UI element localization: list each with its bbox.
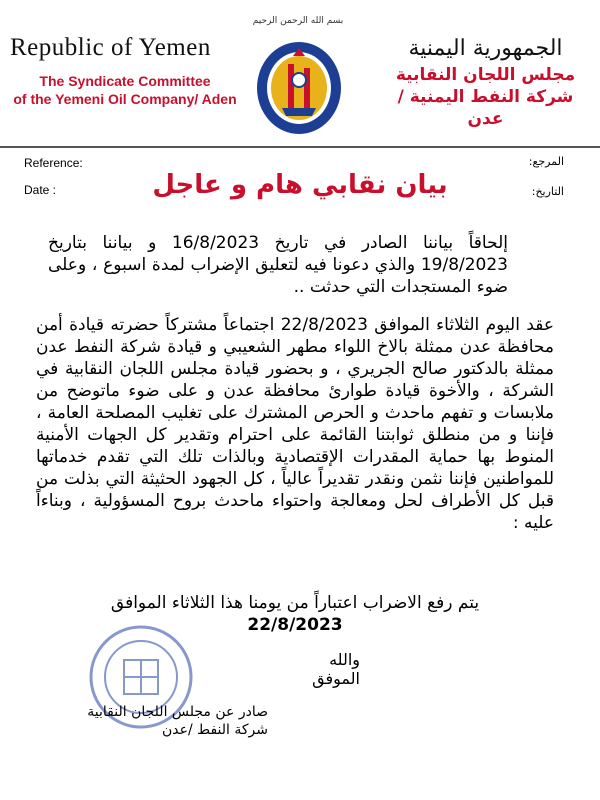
body-paragraph-3-date: 22/8/2023 [247,615,343,635]
header-syndicate-en-line1: The Syndicate Committee [39,73,211,89]
document-title: بيان نقابي هام و عاجل [152,170,448,200]
header-syndicate-ar-line1: مجلس اللجان النقابية [395,65,576,85]
header-republic-ar: الجمهورية اليمنية [408,36,563,61]
body-paragraph-3-line1: يتم رفع الاضراب اعتباراً من يومنا هذا الثلاثاء الموافق [110,593,480,613]
header-republic-en: Republic of Yemen [10,34,211,61]
header-arabic [383,34,588,130]
body-paragraph-2: عقد اليوم الثلاثاء الموافق 22/8/2023 اجتماعاً مشتركاً حضرته قيادة أمن محافظة عدن ممثلة بالاخ اللواء مطهر الشعيبي و قيادة شركة النفط عدن ممثلة بالدكتور صالح الجريري ، و بحضور قيادة مجلس اللجان النقابية في الشركة ، والأخوة قيادة طوارئ محافظة عدن و على ضوء ماتوضح من ملابسات و تفهم ماحدث و الحرص المشترك على تغليب المصلحة العامة ، فإننا و من منطلق ثوابتنا القائمة على احترام وتقدير كل الجهات الأمنية المنوط بها حماية المقدرات الإقتصادية وبالذات تلك التي تقدم خدماتها للمواطنين فإننا نثمن ونقدر تقديراً عالياً ، كل الجهود الحثيثة التي بذلت من قبل كل الأطراف لحل ومعالجة واحتواء ماحدث بروح المسؤولية ، وبناءاً عليه : [36,315,554,533]
closing-text: والله الموفق [312,650,360,688]
date-label-en: Date : [24,183,57,197]
date-label-ar: التاريخ: [531,185,564,198]
signature-line-1: صادر عن مجلس اللجان النقابية [87,704,268,720]
signature-block [58,703,268,739]
header-syndicate-ar-line2: شركة النفط اليمنية / عدن [397,87,574,129]
reference-label-en: Reference: [24,156,83,170]
reference-label-ar: المرجع: [528,155,564,168]
header-divider [0,146,600,148]
basmala-text: بسم الله الرحمن الرحيم [252,16,344,26]
syndicate-logo [254,28,344,138]
signature-line-2: شركة النفط /عدن [162,722,268,738]
header-syndicate-en-line2: of the Yemeni Oil Company/ Aden [13,91,237,107]
header-syndicate-en [0,72,250,108]
body-paragraph-1: إلحاقاً بياننا الصادر في تاريخ 16/8/2023 و بياننا بتاريخ 19/8/2023 والذي دعونا فيه لتعليق الإضراب لمدة اسبوع ، وعلى ضوء المستجدات التي حدثت .. [48,233,508,297]
